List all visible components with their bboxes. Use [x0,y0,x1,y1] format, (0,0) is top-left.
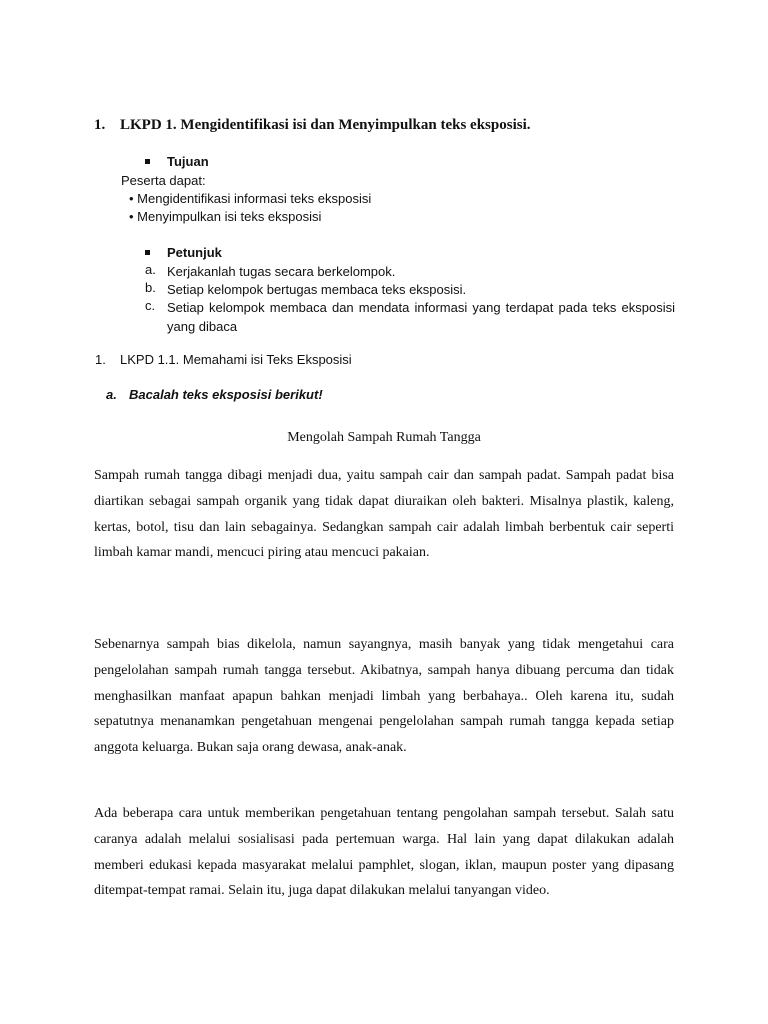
main-heading-number: 1. [94,117,106,133]
tujuan-label: Tujuan [167,154,209,169]
reading-instruction-text: Bacalah teks eksposisi berikut! [129,387,323,402]
article-paragraph: Ada beberapa cara untuk memberikan pengetahuan tentang pengolahan sampah tersebut. Salah satu caranya adalah melalui sosialisasi pada pertemuan warga. Hal lain yang dapat dilakukan adalah memberi edukasi kepada masyarakat melalui pamphlet, slogan, iklan, maupun poster yang dipasang ditempat-tempat ramai. Selain itu, juga dapat dilakukan melalui tanyangan video. [94,806,674,899]
petunjuk-item-text: Setiap kelompok bertugas membaca teks eksposisi. [167,282,467,297]
main-heading [94,117,531,134]
petunjuk-item-marker: a. [145,262,156,277]
tujuan-item: • Mengidentifikasi informasi teks eksposisi [129,191,372,206]
article-paragraph: Sebenarnya sampah bias dikelola, namun sayangnya, masih banyak yang tidak mengetahui cara pengelolahan sampah rumah tangga tersebut. Akibatnya, sampah hanya dibuang percuma dan tidak menghasilkan manfaat apapun bahkan menjadi limbah yang berbahaya.. Oleh karena itu, sudah sepatutnya menanamkan pengetahuan mengenai pengelolahan sampah rumah tangga kepada setiap anggota keluarga. Bukan saja orang dewasa, anak-anak. [94,637,674,756]
petunjuk-item-marker: b. [145,280,156,295]
article-paragraph: Sampah rumah tangga dibagi menjadi dua, yaitu sampah cair dan sampah padat. Sampah padat bisa diartikan sebagai sampah organik yang tidak dapat diuraikan oleh bakteri. Misalnya plastik, kaleng, kertas, botol, tisu dan lain sebagainya. Sedangkan sampah cair adalah limbah berbentuk cair seperti limbah kamar mandi, mencuci piring atau mencuci pakaian. [94,468,674,561]
square-bullet-icon [145,159,150,164]
petunjuk-item-text: Setiap kelompok membaca dan mendata informasi yang terdapat pada teks eksposisi yang dibaca [167,300,675,334]
main-heading-text: LKPD 1. Mengidentifikasi isi dan Menyimpulkan teks eksposisi. [120,117,531,133]
petunjuk-label-row [145,245,222,260]
petunjuk-label: Petunjuk [167,245,222,260]
tujuan-item: • Menyimpulkan isi teks eksposisi [129,209,322,224]
petunjuk-item-marker: c. [145,298,156,313]
sub-heading [95,352,352,367]
sub-heading-number: 1. [95,352,106,367]
sub-heading-text: LKPD 1.1. Memahami isi Teks Eksposisi [120,352,352,367]
tujuan-intro: Peserta dapat: [121,173,206,188]
reading-instruction [106,387,323,402]
square-bullet-icon [145,250,150,255]
tujuan-label-row [145,154,209,169]
reading-instruction-marker: a. [106,387,117,402]
petunjuk-item-text: Kerjakanlah tugas secara berkelompok. [167,264,396,279]
article-title: Mengolah Sampah Rumah Tangga [287,430,481,445]
